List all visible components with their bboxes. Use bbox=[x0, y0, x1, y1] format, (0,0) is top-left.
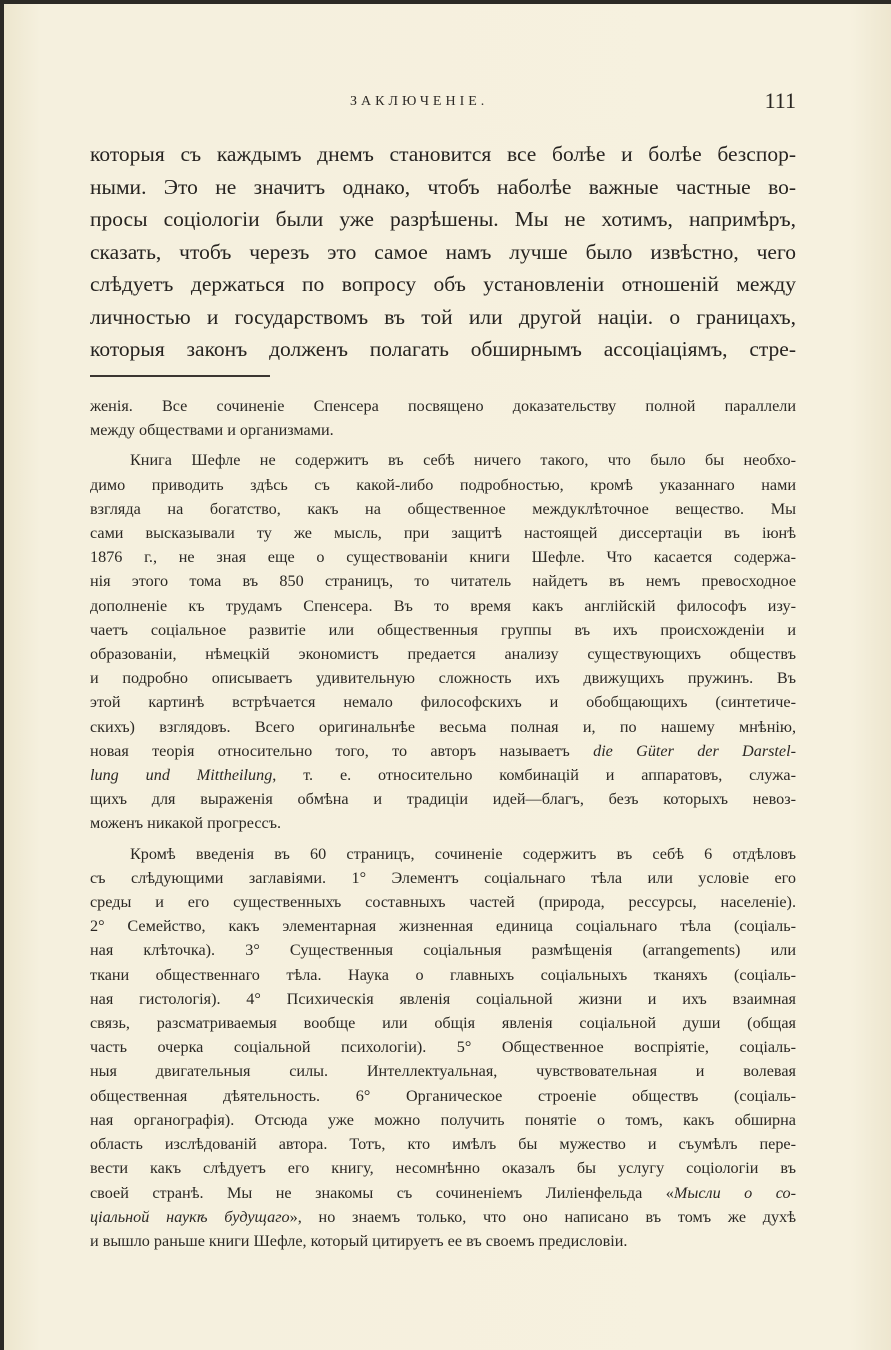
main-line: ными. Это не значитъ однако, чтобъ наболѣе важные частные во- bbox=[90, 174, 796, 199]
note-line: и подробно описываетъ удивительную сложность ихъ движущихъ пружинъ. Въ bbox=[90, 669, 796, 688]
note-line: среды и его существенныхъ составныхъ частей (природа, рессурсы, населеніе). bbox=[90, 893, 796, 912]
note-line: скихъ) взглядовъ. Всего оригинальнѣе весьма полная и, по нашему мнѣнію, bbox=[90, 717, 796, 736]
note-line: сами высказывали ту же мысль, при защитѣ настоящей диссертаціи въ іюнѣ bbox=[90, 524, 796, 543]
note-line: ная клѣточка). 3° Существенныя соціальныя размѣщенія (arrangements) или bbox=[90, 941, 796, 960]
page-number: 111 bbox=[764, 88, 796, 113]
note-line bbox=[90, 739, 796, 763]
note-text: », но знаемъ только, что оно написано въ томъ же духѣ bbox=[289, 1207, 796, 1226]
note-line: чаетъ соціальное развитіе или общественныя группы въ ихъ происхожденіи и bbox=[90, 620, 796, 639]
note-line: между обществами и организмами. bbox=[90, 421, 334, 440]
note-line: часть очерка соціальной психологіи). 5° Общественное воспріятіе, соціаль- bbox=[90, 1038, 796, 1057]
note-line: ная гистологія). 4° Психическія явленія соціальной жизни и ихъ взаимная bbox=[90, 989, 796, 1008]
note-italic-text: die Güter der Darstel- bbox=[593, 741, 797, 760]
main-line: личностью и государствомъ въ той или другой націи. о границахъ, bbox=[90, 304, 796, 329]
note-line: этой картинѣ встрѣчается немало философскихъ и обобщающихъ (синтетиче- bbox=[90, 693, 796, 712]
page-left-edge bbox=[0, 0, 4, 1350]
note-line: образованіи, нѣмецкій экономистъ предается анализу существующихъ обществъ bbox=[90, 645, 796, 664]
note-line: связь, разсматриваемыя вообще или общія явленія соціальной души (общая bbox=[90, 1014, 796, 1033]
main-body-text bbox=[90, 138, 796, 366]
page-top-edge bbox=[0, 0, 891, 4]
note-italic-text: Мысли о со- bbox=[673, 1183, 796, 1202]
note-line: моженъ никакой прогрессъ. bbox=[90, 814, 282, 833]
note-italic-text: ціальной наукѣ будущаго bbox=[90, 1207, 290, 1226]
note-line: ткани общественнаго тѣла. Наука о главныхъ соціальныхъ тканяхъ (соціаль- bbox=[90, 965, 796, 984]
note-line: дополненіе къ трудамъ Спенсера. Въ то время какъ англійскій философъ изу- bbox=[90, 596, 796, 615]
main-line: которыя законъ долженъ полагать обширнымъ ассоціаціямъ, стре- bbox=[90, 337, 796, 361]
note-line: димо приводить здѣсь съ какой-либо подробностью, кромѣ указаннаго нами bbox=[90, 475, 796, 494]
note-line: ныя двигательныя силы. Интеллектуальная, чувствовательная и волевая bbox=[90, 1062, 796, 1081]
note-line bbox=[90, 1205, 796, 1229]
note-text: своей странѣ. Мы не знакомы съ сочиненіемъ Лиліенфельда « bbox=[90, 1183, 674, 1202]
note-line: съ слѣдующими заглавіями. 1° Элементъ соціальнаго тѣла или условіе его bbox=[90, 868, 796, 887]
note-line: вести какъ слѣдуетъ его книгу, несомнѣнно оказалъ бы услугу соціологіи въ bbox=[90, 1159, 796, 1178]
note-line: Кромѣ введенія въ 60 страницъ, сочиненіе содержитъ въ себѣ 6 отдѣловъ bbox=[130, 844, 796, 863]
note-line bbox=[90, 763, 796, 787]
note-line: взгляда на богатство, какъ на общественное междуклѣточное вещество. Мы bbox=[90, 499, 796, 518]
running-title: ЗАКЛЮЧЕНІЕ. bbox=[350, 94, 489, 109]
note-italic-text: lung und Mittheilung bbox=[90, 766, 273, 785]
note-line: общественная дѣятельность. 6° Органическое строеніе обществъ (соціаль- bbox=[90, 1086, 796, 1105]
note-line: 2° Семейство, какъ элементарная жизненная единица соціальнаго тѣла (соціаль- bbox=[90, 917, 796, 936]
main-line: слѣдуетъ держаться по вопросу объ установленіи отношеній между bbox=[90, 272, 796, 296]
note-text: , т. е. относительно комбинацій и аппаратовъ, служа- bbox=[272, 766, 797, 785]
note-line: область изслѣдованій автора. Тотъ, кто имѣлъ бы мужество и съумѣлъ пере- bbox=[90, 1135, 796, 1154]
footnote-separator-rule bbox=[90, 375, 270, 377]
note-line: Книга Шефле не содержитъ въ себѣ ничего такого, что было бы необхо- bbox=[130, 451, 796, 470]
note-line bbox=[90, 1181, 796, 1205]
main-line: которыя съ каждымъ днемъ становится все болѣе и болѣе безспор- bbox=[90, 142, 796, 166]
note-text: новая теорія относительно того, то авторъ называетъ bbox=[90, 741, 594, 760]
note-line: щихъ для выраженія обмѣна и традиціи идей—благъ, безъ которыхъ невоз- bbox=[90, 790, 796, 809]
note-line: нія этого тома въ 850 страницъ, то читатель найдетъ въ немъ превосходное bbox=[90, 572, 796, 591]
note-line: и вышло раньше книги Шефле, который цитируетъ ее въ своемъ предисловіи. bbox=[90, 1231, 628, 1250]
main-line: сказать, чтобъ черезъ это самое намъ лучше было извѣстно, чего bbox=[90, 239, 796, 264]
running-head bbox=[90, 88, 796, 118]
note-line: ная органографія). Отсюда уже можно получить понятіе о томъ, какъ обширна bbox=[90, 1110, 796, 1129]
main-line: просы соціологіи были уже разрѣшены. Мы не хотимъ, напримѣръ, bbox=[90, 207, 796, 231]
note-line: женія. Все сочиненіе Спенсера посвящено доказательству полной параллели bbox=[90, 397, 796, 415]
note-line: 1876 г., не зная еще о существованіи книги Шефле. Что касается содержа- bbox=[90, 548, 796, 567]
footnotes bbox=[90, 394, 796, 1253]
